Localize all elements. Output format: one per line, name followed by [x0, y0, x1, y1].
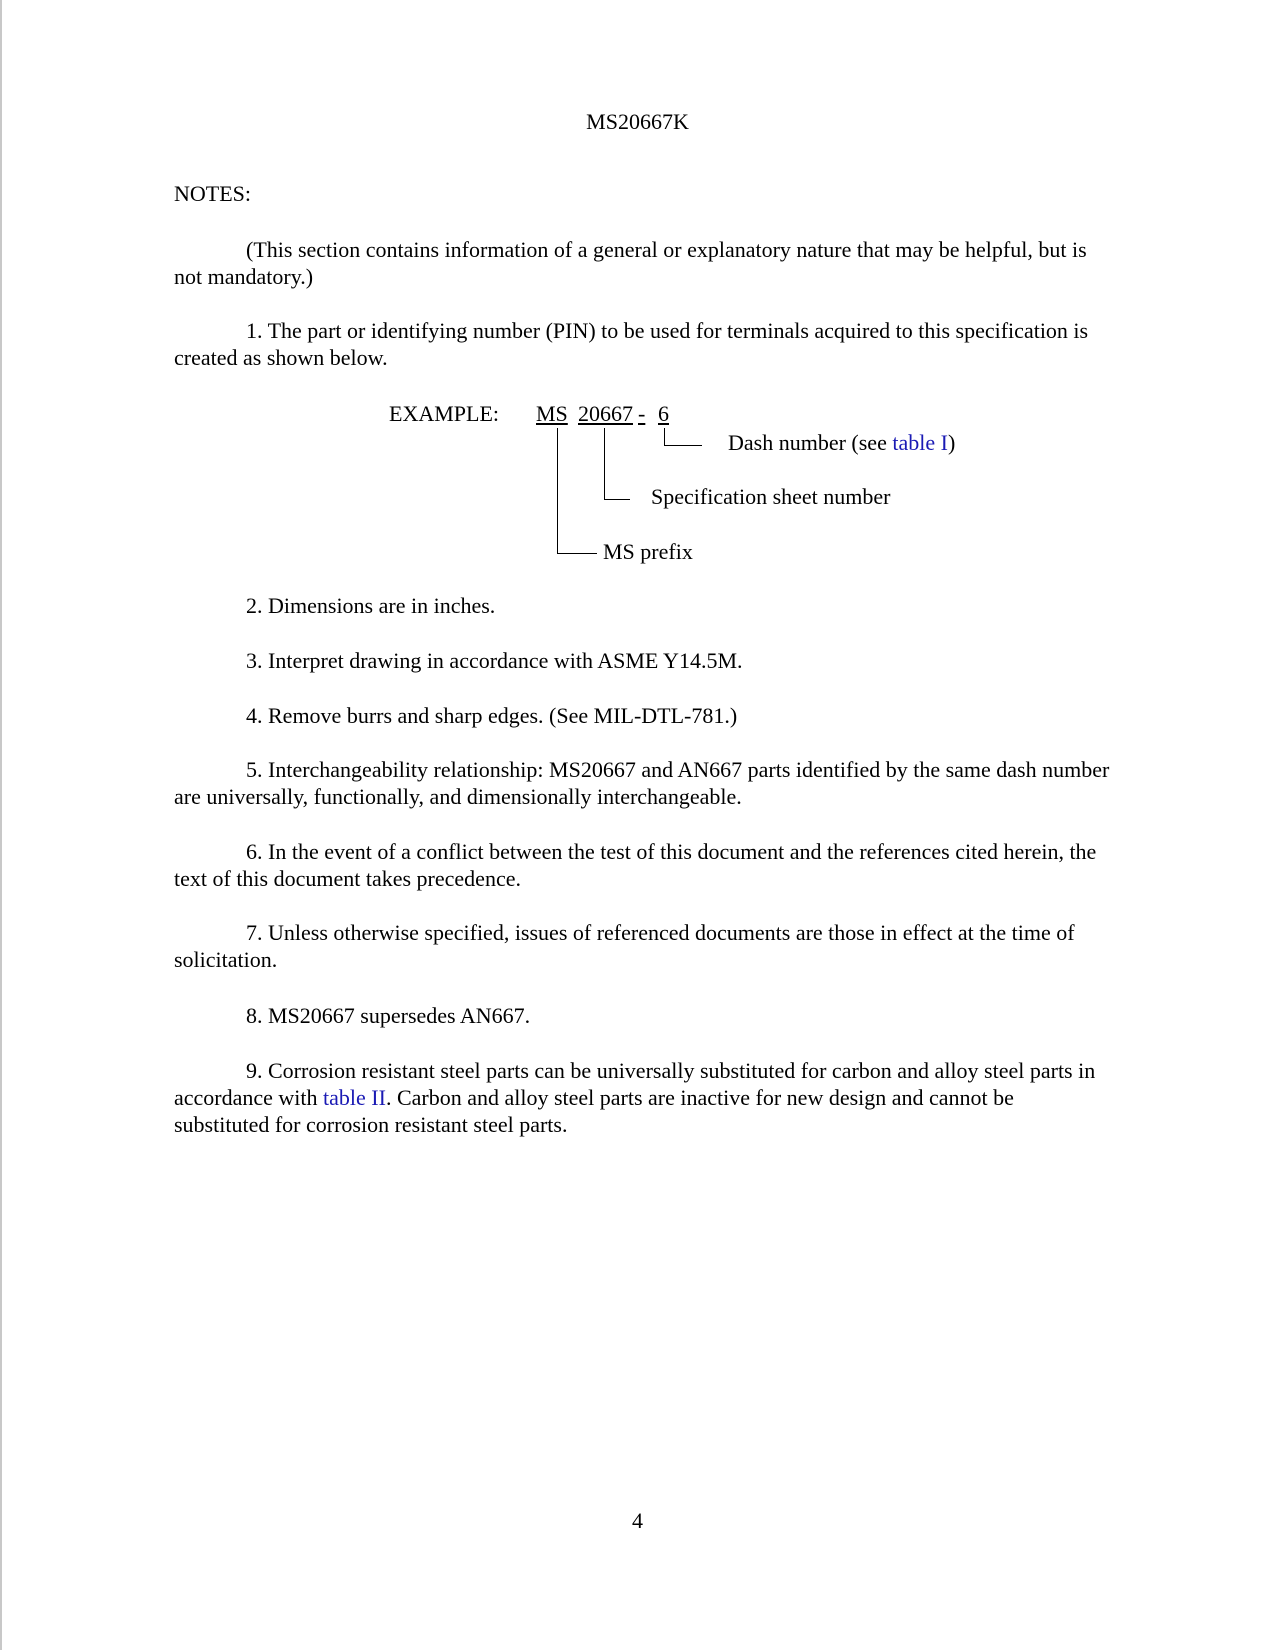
notes-intro-text: (This section contains information of a general or explanatory nature that may be helpful, but is not mandatory.): [174, 237, 1087, 289]
note-2-text: 2. Dimensions are in inches.: [246, 593, 496, 618]
note-5-text: 5. Interchangeability relationship: MS20667 and AN667 parts identified by the same dash number are universally, functionally, and dimensionally interchangeable.: [174, 757, 1110, 809]
dash-number-label: [728, 429, 955, 456]
note-2: [174, 592, 1114, 619]
dash-leader-vertical: [664, 428, 665, 446]
note-1-text: 1. The part or identifying number (PIN) to be used for terminals acquired to this specification is created as shown below.: [174, 318, 1089, 370]
table-ii-link[interactable]: table II: [323, 1085, 386, 1110]
notes-heading: NOTES:: [174, 181, 251, 206]
page-number: 4: [632, 1508, 643, 1533]
note-3: [174, 647, 1114, 674]
note-6-text: 6. In the event of a conflict between the test of this document and the references cited herein, the text of this document takes precedence.: [174, 839, 1097, 891]
note-9-text-pre: 9. Corrosion resistant steel parts can be universally substituted for carbon and alloy steel parts in accordance with: [174, 1058, 1096, 1110]
note-7-text: 7. Unless otherwise specified, issues of referenced documents are those in effect at the time of solicitation.: [174, 920, 1075, 972]
note-4-text: 4. Remove burrs and sharp edges. (See MIL-DTL-781.): [246, 703, 738, 728]
sheet-leader-vertical: [604, 428, 605, 500]
example-ms-prefix: MS: [536, 401, 568, 426]
sheet-number-label: Specification sheet number: [651, 484, 891, 509]
note-4: [174, 702, 1114, 729]
note-8: [174, 1002, 1114, 1029]
dash-number-label-pre: Dash number (see: [728, 430, 893, 455]
prefix-leader-vertical: [557, 428, 558, 554]
example-separator: -: [638, 401, 646, 426]
document-id-header: MS20667K: [586, 109, 689, 134]
dash-number-label-post: ): [947, 430, 956, 455]
note-9-text-post: . Carbon and alloy steel parts are inactive for new design and cannot be substituted for corrosion resistant steel parts.: [174, 1085, 1014, 1137]
note-7: [174, 919, 1114, 973]
sheet-leader-horizontal: [604, 499, 630, 500]
example-label: EXAMPLE:: [389, 401, 499, 426]
ms-prefix-label: MS prefix: [603, 539, 693, 564]
note-5: [174, 756, 1114, 810]
note-8-text: 8. MS20667 supersedes AN667.: [246, 1003, 531, 1028]
note-3-text: 3. Interpret drawing in accordance with ASME Y14.5M.: [246, 648, 743, 673]
table-i-link[interactable]: table I: [892, 430, 948, 455]
note-6: [174, 838, 1114, 892]
note-9: [174, 1057, 1114, 1138]
prefix-leader-horizontal: [557, 553, 597, 554]
example-dash-number: 6: [658, 401, 669, 426]
example-sheet-number: 20667: [578, 401, 633, 426]
dash-leader-horizontal: [664, 445, 702, 446]
